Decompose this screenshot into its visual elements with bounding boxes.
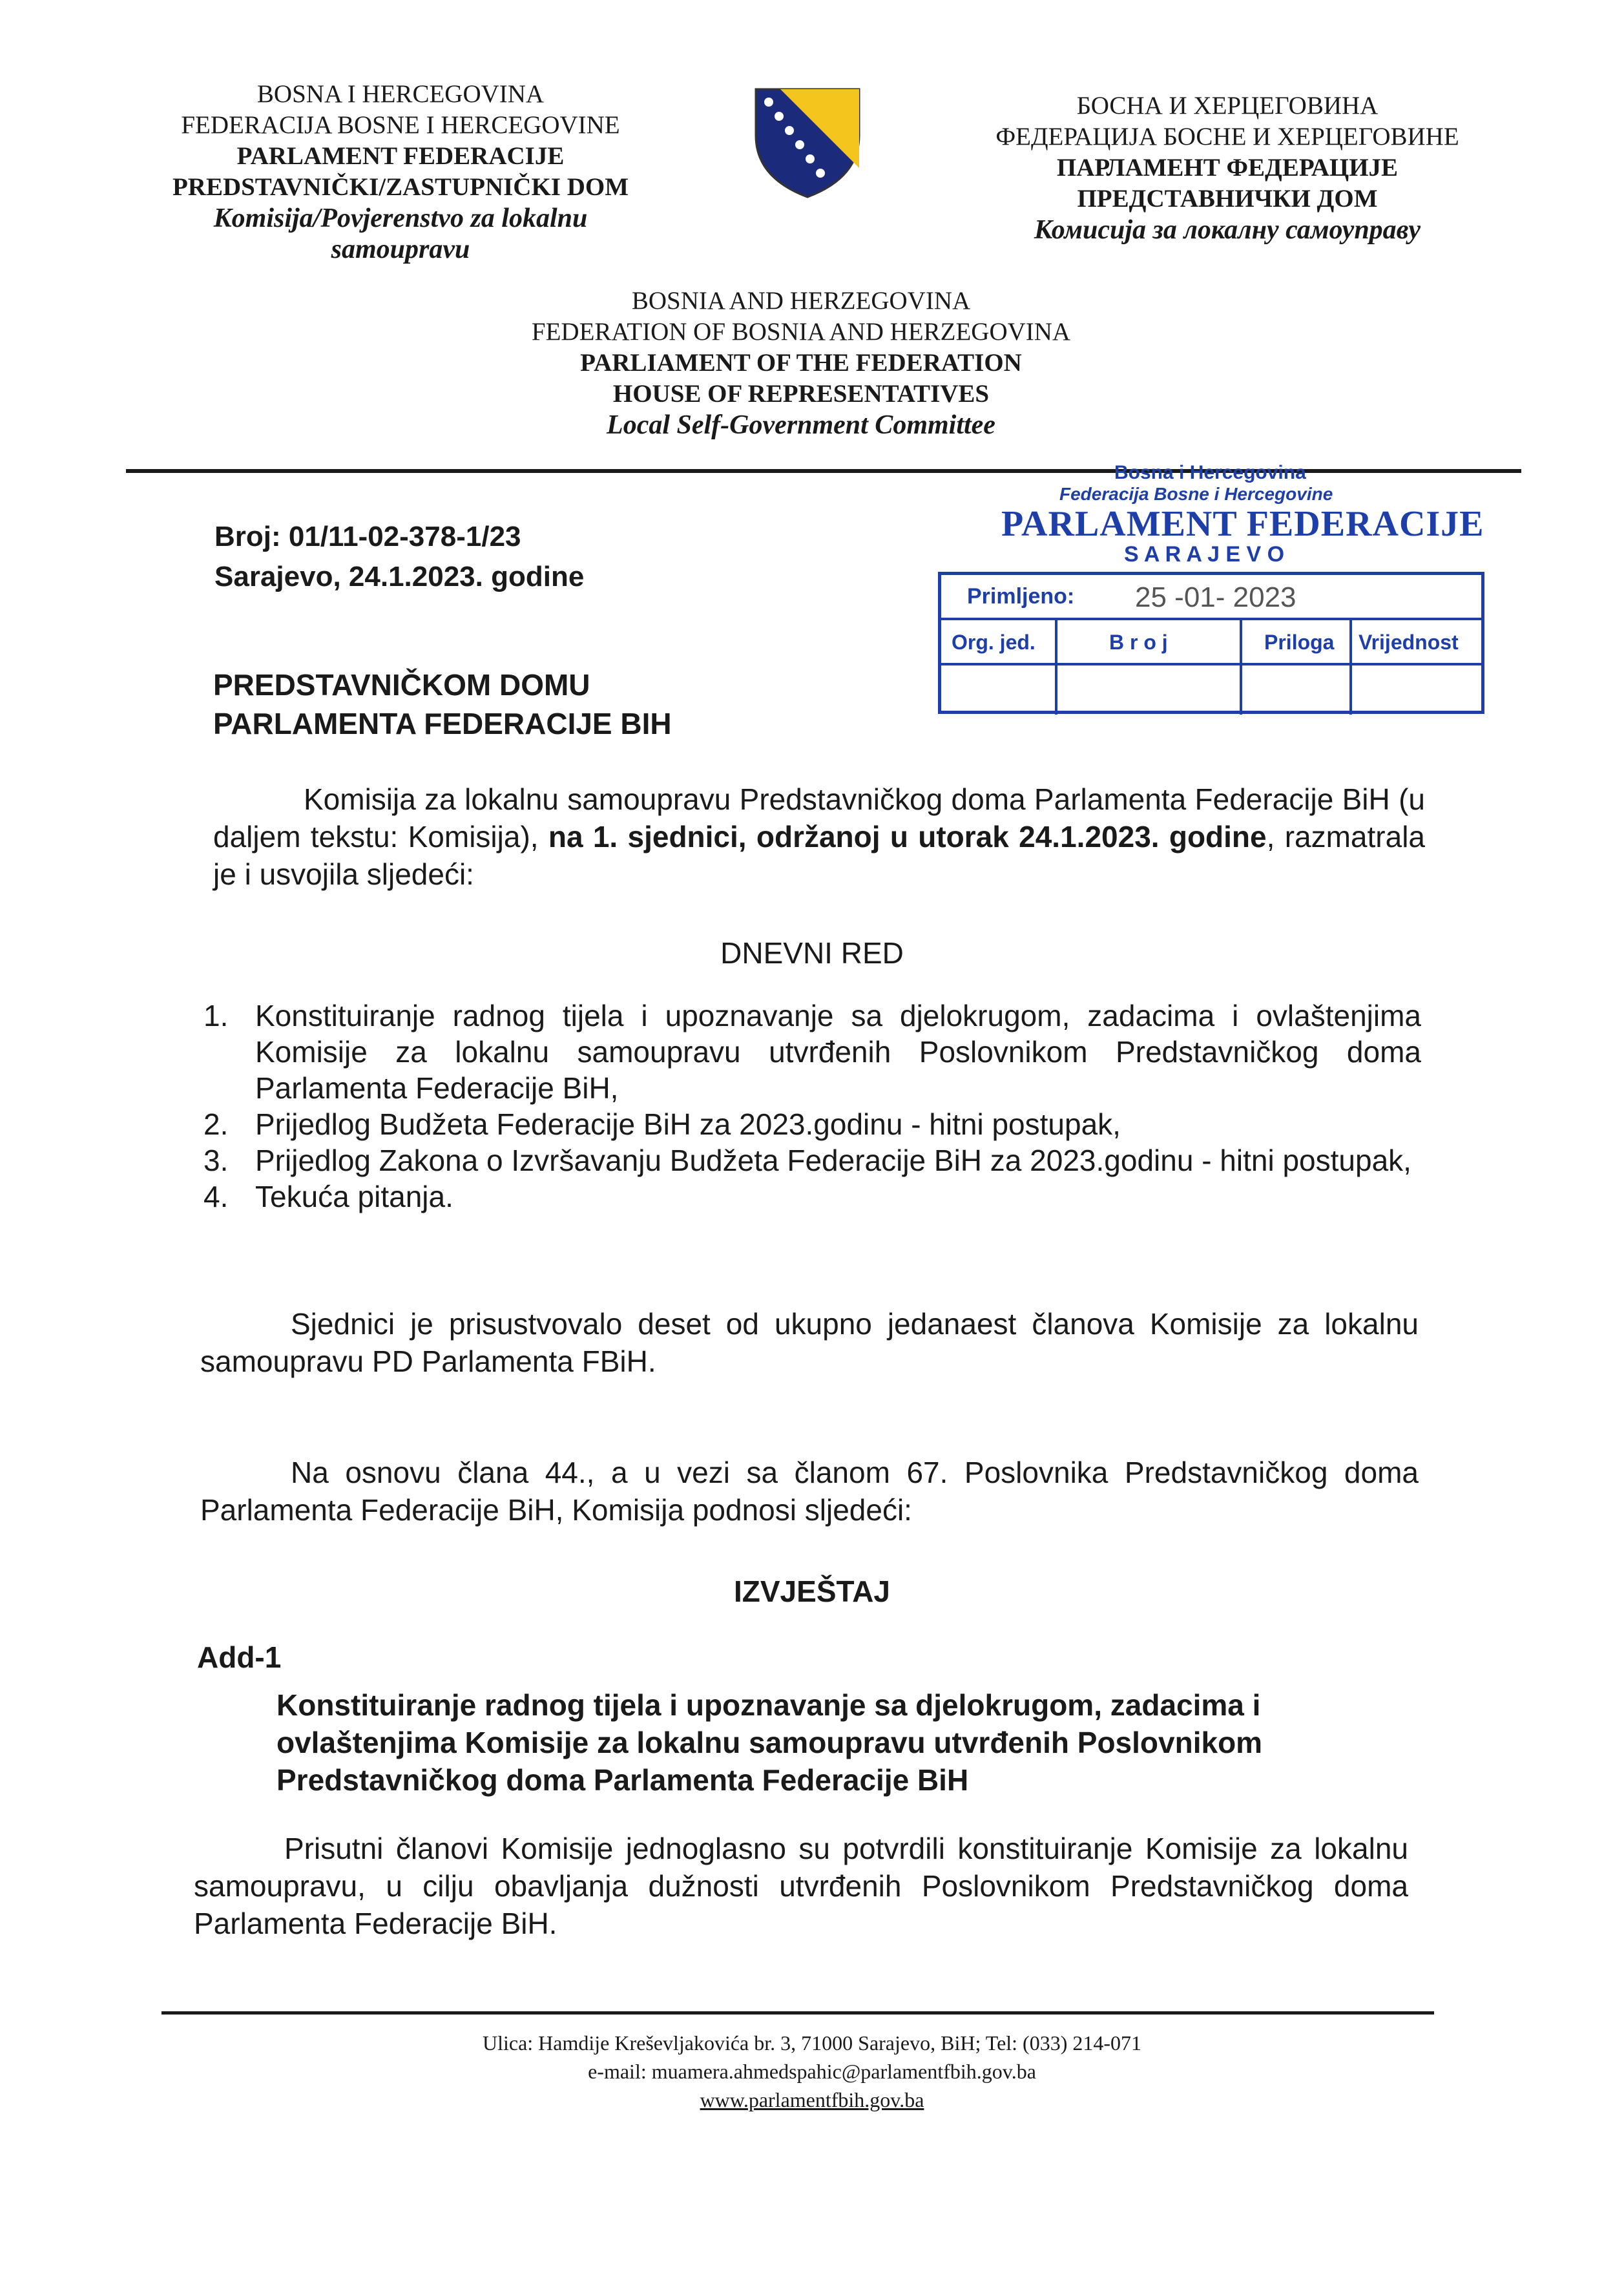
received-stamp [930, 455, 1492, 727]
header-center-line: Local Self-Government Committee [607, 410, 995, 440]
stamp-received-label: Primljeno: [967, 584, 1075, 609]
header-left-line: Komisija/Povjerenstvo za lokalnu [213, 204, 588, 233]
header-center [478, 286, 1124, 441]
header-left-line: PREDSTAVNIČKI/ZASTUPNIČKI DOM [172, 173, 629, 201]
report-title: IZVJEŠTAJ [734, 1575, 890, 1608]
header-left-line: FEDERACIJA BOSNE I HERCEGOVINE [181, 111, 620, 139]
addressee-line: PREDSTAVNIČKOM DOMU [213, 668, 590, 702]
intro-text: Komisija za lokalnu samoupravu Predstavničkog doma Parlamenta Federacije BiH (u daljem tekstu: Komisija), [213, 782, 1425, 853]
coat-of-arms-icon [749, 84, 866, 200]
footer-email: e-mail: muamera.ahmedspahic@parlamentfbih.gov.ba [588, 2060, 1036, 2083]
reference-block [214, 517, 584, 597]
header-center-line: PARLIAMENT OF THE FEDERATION [580, 349, 1022, 377]
document-date: Sarajevo, 24.1.2023. godine [214, 561, 585, 592]
header-left [155, 79, 646, 265]
stamp-received-row [941, 575, 1481, 620]
header-right-line: Комисија за локалну самоуправу [1034, 215, 1421, 245]
list-item-text: Prijedlog Budžeta Federacije BiH za 2023.godinu - hitni postupak, [255, 1107, 1121, 1141]
stamp-col-label: B r o j [1109, 631, 1168, 654]
add-paragraph: Prisutni članovi Komisije jednoglasno su potvrdili konstituiranje Komisije za lokalnu samoupravu, u cilju obavljanja dužnosti utvrđenih Poslovnikom Predstavničkog doma Parlamenta Federacije BiH. [194, 1832, 1408, 1940]
list-item-text: Prijedlog Zakona o Izvršavanju Budžeta Federacije BiH za 2023.godinu - hitni postupak, [255, 1144, 1411, 1177]
list-item-number: 4. [203, 1180, 229, 1213]
header-right-line: БОСНА И ХЕРЦЕГОВИНА [1076, 92, 1379, 120]
header-center-line: BOSNIA AND HERZEGOVINA [631, 287, 971, 315]
header-right-line: ФЕДЕРАЦИЈА БОСНЕ И ХЕРЦЕГОВИНЕ [995, 123, 1459, 151]
intro-text: , razmatrala je i usvojila sljedeći: [213, 820, 1425, 891]
list-item-text: Tekuća pitanja. [255, 1180, 453, 1213]
header-left-line: PARLAMENT FEDERACIJE [236, 142, 565, 170]
list-item [203, 1178, 1421, 1215]
addressee-line: PARLAMENTA FEDERACIJE BIH [213, 707, 672, 740]
list-item-number: 2. [203, 1107, 229, 1141]
add-label: Add-1 [197, 1640, 282, 1674]
header-center-line: FEDERATION OF BOSNIA AND HERZEGOVINA [531, 318, 1071, 346]
footer-address: Ulica: Hamdije Kreševljakovića br. 3, 71000 Sarajevo, BiH; Tel: (033) 214-071 [482, 2031, 1142, 2055]
header-center-line: HOUSE OF REPRESENTATIVES [612, 380, 990, 408]
document-number: Broj: 01/11-02-378-1/23 [214, 521, 521, 552]
agenda-title: DNEVNI RED [720, 936, 904, 970]
stamp-line: Federacija Bosne i Hercegovine [1059, 484, 1333, 504]
footer-website-link[interactable]: www.parlamentfbih.gov.ba [700, 2088, 924, 2111]
footer [0, 2029, 1624, 2114]
add-heading: Konstituiranje radnog tijela i upoznavanje sa djelokrugom, zadacima i ovlaštenjima Komisije za lokalnu samoupravu utvrđenih Poslovnikom Predstavničkog doma Parlamenta Federacije BiH [276, 1688, 1263, 1797]
header-left-line: BOSNA I HERCEGOVINA [256, 80, 545, 108]
footer-divider [161, 2011, 1434, 2015]
stamp-box [938, 572, 1484, 714]
addressee [213, 665, 672, 743]
list-item-text: Konstituiranje radnog tijela i upoznavanje sa djelokrugom, zadacima i ovlaštenjima Komisije za lokalnu samoupravu utvrđenih Poslovnikom Predstavničkog doma Parlamenta Federacije BiH, [255, 999, 1421, 1105]
stamp-divider [1055, 620, 1057, 715]
header-left-line: samoupravu [331, 235, 470, 264]
stamp-divider [1240, 620, 1242, 715]
header-right-line: ПРЕДСТАВНИЧКИ ДОМ [1077, 185, 1378, 213]
agenda-list [203, 998, 1421, 1215]
list-item-number: 1. [203, 999, 229, 1032]
stamp-col-label: Org. jed. [952, 631, 1036, 654]
intro-paragraph [213, 780, 1425, 893]
attendance-paragraph: Sjednici je prisustvovalo deset od ukupno jedanaest članova Komisije za lokalnu samoupravu PD Parlamenta FBiH. [200, 1307, 1419, 1378]
list-item [203, 1142, 1421, 1178]
stamp-received-date: 25 -01- 2023 [1135, 581, 1296, 613]
basis-paragraph: Na osnovu člana 44., a u vezi sa članom 67. Poslovnika Predstavničkog doma Parlamenta Federacije BiH, Komisija podnosi sljedeći: [200, 1456, 1419, 1527]
stamp-col-label: Priloga [1264, 631, 1335, 654]
header-right-line: ПАРЛАМЕНТ ФЕДЕРАЦИЈЕ [1056, 154, 1399, 182]
stamp-line: Bosna i Hercegovina [1114, 462, 1306, 483]
stamp-col-label: Vrijednost [1359, 631, 1459, 654]
header-right [975, 90, 1479, 246]
list-item [203, 998, 1421, 1106]
list-item-number: 3. [203, 1144, 229, 1177]
stamp-city: S A R A J E V O [1124, 542, 1285, 567]
list-item [203, 1106, 1421, 1142]
stamp-columns-row [941, 620, 1481, 665]
stamp-divider [1349, 620, 1352, 715]
stamp-title: PARLAMENT FEDERACIJE [1001, 504, 1484, 544]
intro-bold-text: na 1. sjednici, održanoj u utorak 24.1.2023. godine [548, 820, 1267, 853]
